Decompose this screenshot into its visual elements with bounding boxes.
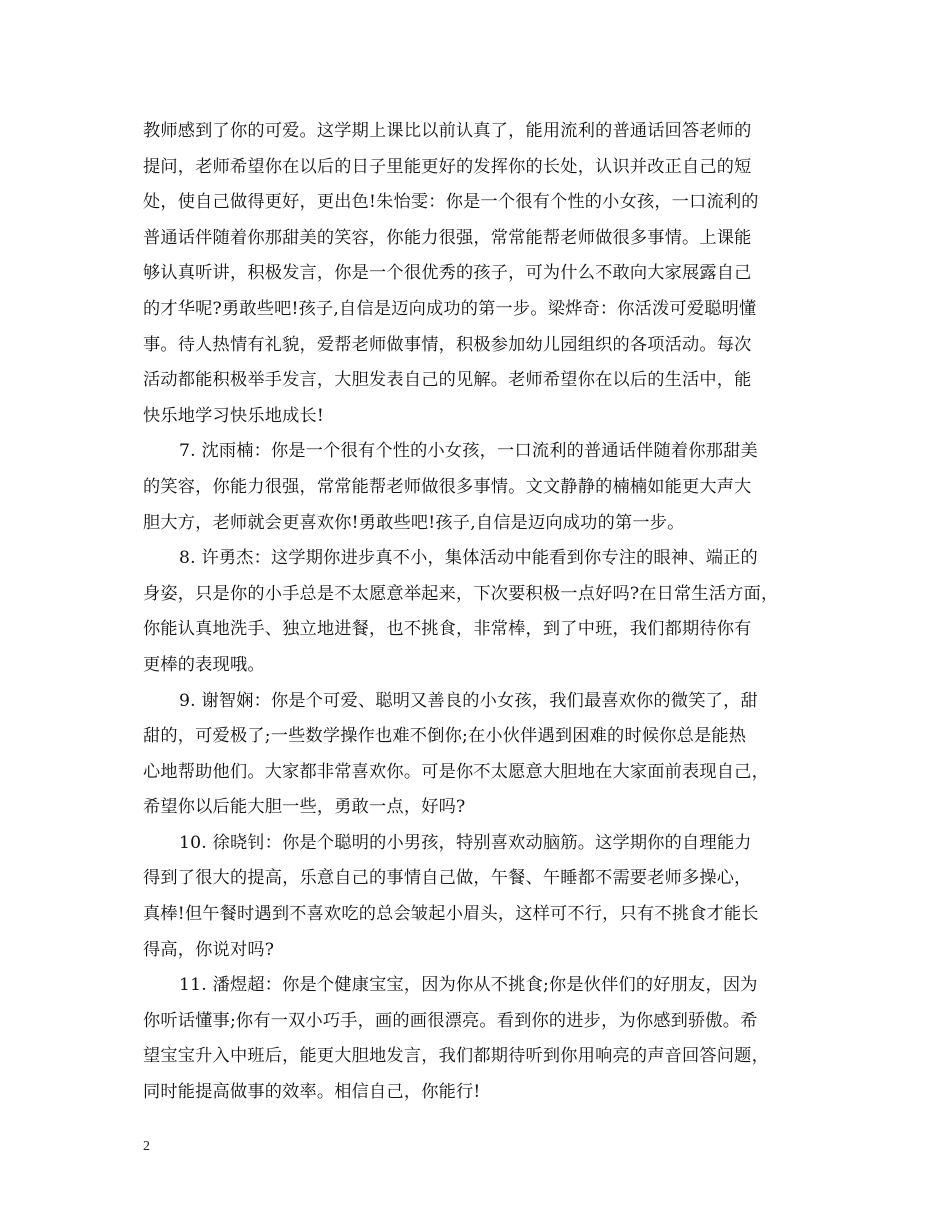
paragraph-first-line: 8. 许勇杰：这学期你进步真不小，集体活动中能看到你专注的眼神、端正的 (179, 548, 758, 569)
text-line: 的才华呢?勇敢些吧!孩子,自信是迈向成功的第一步。梁烨奇：你活泼可爱聪明懂 (143, 298, 757, 319)
paragraph-first-line: 9. 谢智娴：你是个可爱、聪明又善良的小女孩，我们最喜欢你的微笑了，甜 (179, 690, 758, 711)
text-line: 快乐地学习快乐地成长! (143, 405, 324, 426)
text-line: 的笑容，你能力很强，常常能帮老师做很多事情。文文静静的楠楠如能更大声大 (143, 476, 752, 497)
text-line: 普通话伴随着你那甜美的笑容，你能力很强，常常能帮老师做很多事情。上课能 (143, 227, 752, 248)
text-line: 望宝宝升入中班后，能更大胆地发言，我们都期待听到你用响亮的声音回答问题， (143, 1046, 769, 1067)
text-line: 心地帮助他们。大家都非常喜欢你。可是你不太愿意大胆地在大家面前表现自己， (143, 761, 769, 782)
text-line: 身姿，只是你的小手总是不太愿意举起来，下次要积极一点好吗?在日常生活方面， (143, 583, 779, 604)
text-line: 活动都能积极举手发言，大胆发表自己的见解。老师希望你在以后的生活中，能 (143, 370, 752, 391)
text-line: 你能认真地洗手、独立地进餐，也不挑食，非常棒，到了中班，我们都期待你有 (143, 619, 752, 640)
text-line: 得高，你说对吗? (143, 939, 275, 960)
text-line: 真棒!但午餐时遇到不喜欢吃的总会皱起小眉头，这样可不行，只有不挑食才能长 (143, 904, 759, 925)
paragraph-first-line: 7. 沈雨楠：你是一个很有个性的小女孩，一口流利的普通话伴随着你那甜美 (179, 441, 758, 462)
paragraph-first-line: 10. 徐晓钊：你是个聪明的小男孩，特别喜欢动脑筋。这学期你的自理能力 (179, 832, 752, 853)
text-line: 处，使自己做得更好，更出色!朱怡雯：你是一个很有个性的小女孩，一口流利的 (143, 192, 759, 213)
text-line: 提问，老师希望你在以后的日子里能更好的发挥你的长处，认识并改正自己的短 (143, 156, 752, 177)
text-line: 甜的，可爱极了;一些数学操作也难不倒你;在小伙伴遇到困难的时候你总是能热 (143, 726, 747, 747)
text-line: 胆大方，老师就会更喜欢你!勇敢些吧!孩子,自信是迈向成功的第一步。 (143, 512, 685, 533)
text-line: 希望你以后能大胆一些，勇敢一点，好吗? (143, 797, 466, 818)
body-text (143, 114, 813, 1111)
text-line: 你听话懂事;你有一双小巧手，画的画很漂亮。看到你的进步，为你感到骄傲。希 (143, 1010, 758, 1031)
paragraph-first-line: 11. 潘煜超：你是个健康宝宝，因为你从不挑食;你是伙伴们的好朋友，因为 (179, 975, 758, 996)
text-line: 得到了很大的提高，乐意自己的事情自己做，午餐、午睡都不需要老师多操心， (143, 868, 752, 889)
page-number: 2 (143, 1139, 150, 1154)
text-line: 同时能提高做事的效率。相信自己，你能行! (143, 1082, 481, 1103)
text-line: 教师感到了你的可爱。这学期上课比以前认真了，能用流利的普通话回答老师的 (143, 121, 752, 141)
text-line: 事。待人热情有礼貌，爱帮老师做事情，积极参加幼儿园组织的各项活动。每次 (143, 334, 752, 355)
text-line: 够认真听讲，积极发言，你是一个很优秀的孩子，可为什么不敢向大家展露自己 (143, 263, 752, 284)
text-line: 更棒的表现哦。 (143, 654, 265, 675)
